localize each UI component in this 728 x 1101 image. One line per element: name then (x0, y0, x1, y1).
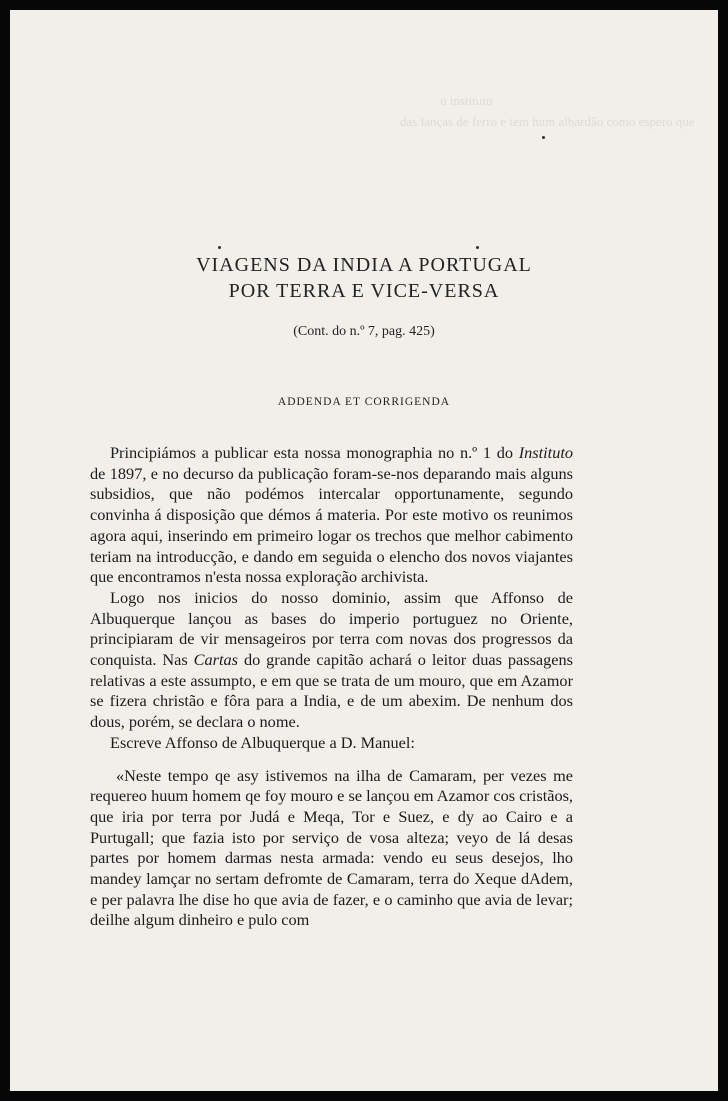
show-through-line: das lanças de ferro e tem hum albardão como espero que (400, 114, 695, 129)
paragraph-text: do grande capitão achará o leitor duas passagens relativas a este assumpto, e em que se trata de um mouro, que em Azamor se fizera christão e fôra para a India, e de um abexim. De nenhum dos dous, porém, se declara o nome. (90, 650, 573, 732)
reverse-page-show-through (400, 90, 700, 132)
section-heading: ADDENDA ET CORRIGENDA (277, 396, 451, 408)
paragraph-letter-intro: Escreve Affonso de Albuquerque a D. Manuel: (110, 732, 415, 752)
paragraph-text: Principiámos a publicar esta nossa monographia no n.º 1 do (110, 443, 519, 462)
scan-speck (476, 246, 479, 249)
show-through-line: o instituto (440, 93, 493, 108)
document-page (10, 10, 718, 1091)
journal-name: Instituto (518, 443, 573, 462)
scan-speck (218, 246, 221, 249)
paragraph-text: de 1897, e no decurso da publicação foram-se-nos deparando mais alguns subsidios, que não podémos intercalar opportunamente, segundo convinha á disposição que démos á materia. Por este motivo os reunimos agora aqui, inserindo em primeiro logar os trechos que melhor cabimento teriam na introducção, e dando em seguida o elencho dos novos viajantes que encontramos n'esta nossa exploração archivista. (90, 463, 573, 587)
letter-quotation: «Neste tempo qe asy istivemos na ilha de Camaram, per vezes me requereo huum homem qe foy mouro e se lançou em Azamor cos cristãos, que iria por terra por Judá e Meqa, Tor e Suez, e dy ao Cairo e a Purtugall; que fazia isto por serviço de vosa alteza; veyo de lá desas partes por homem darmas nesta armada: vendo eu seus desejos, lho mandey lamçar no sertam defromte de Camaram, terra do Xeque dAdem, e per palavra lhe dise ho que avia de fazer, e o caminho que avia de levar; deilhe algum dinheiro e pulo com (90, 765, 573, 930)
scan-speck (542, 136, 545, 139)
article-body (90, 443, 573, 931)
continuation-note: (Cont. do n.º 7, pag. 425) (293, 324, 435, 339)
article-title-line-1: VIAGENS DA INDIA A PORTUGAL (196, 254, 532, 276)
paragraph-text: Logo nos inicios do nosso dominio, assim que Affonso de Albuquerque lançou as bases do imperio portuguez no Oriente, principiaram de vir mensageiros por terra com novas dos progressos da conquista. Nas (90, 587, 573, 670)
paragraph-intro (90, 443, 573, 588)
paragraph-messengers (90, 588, 573, 733)
work-title: Cartas (193, 650, 239, 670)
article-title-line-2: POR TERRA E VICE-VERSA (228, 280, 500, 302)
